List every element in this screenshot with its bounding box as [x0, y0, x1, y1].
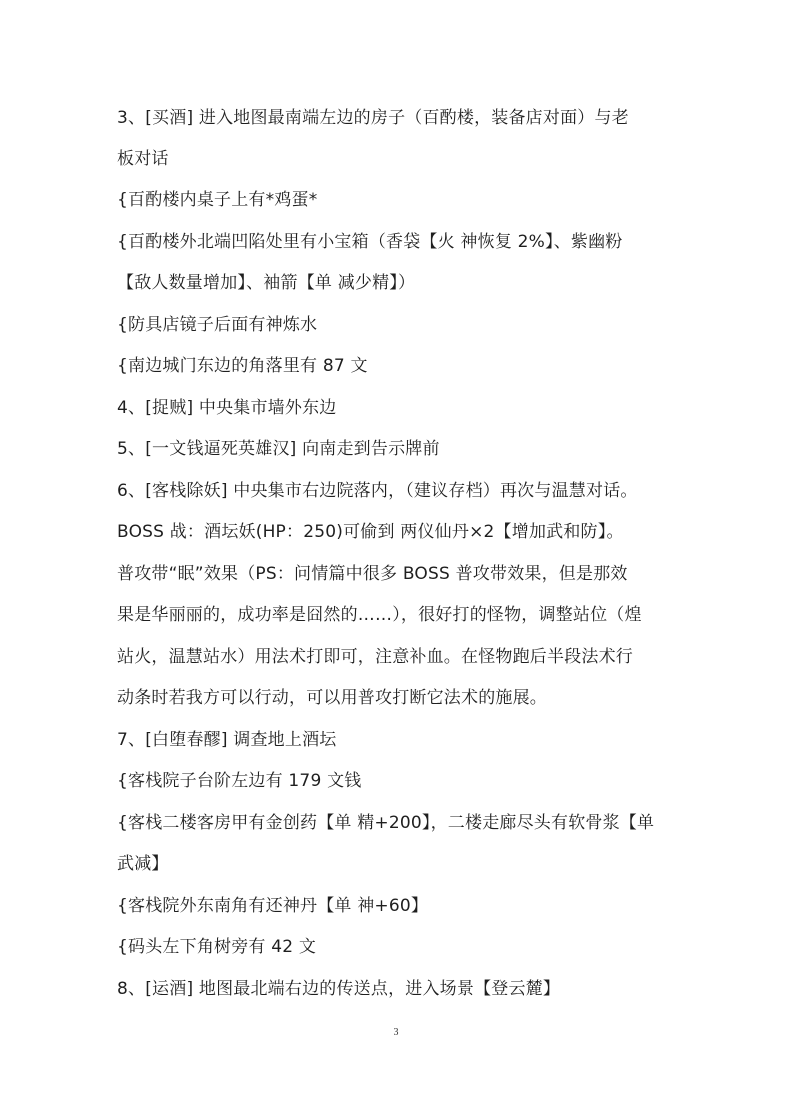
text-line: 动条时若我方可以行动，可以用普攻打断它法术的施展。: [117, 688, 547, 708]
text-line: {码头左下角树旁有 42 文: [117, 937, 317, 957]
text-line: 板对话: [117, 149, 169, 169]
text-line: 6、[客栈除妖] 中央集市右边院落内，（建议存档）再次与温慧对话。: [117, 481, 638, 501]
text-line: {百酌楼外北端凹陷处里有小宝箱（香袋【火 神恢复 2%】、紫幽粉: [117, 232, 623, 252]
text-line: 果是华丽丽的，成功率是囧然的……），很好打的怪物，调整站位（煌: [117, 605, 642, 625]
text-line: BOSS 战：酒坛妖(HP：250)可偷到 两仪仙丹×2【增加武和防】。: [117, 522, 624, 542]
text-line: 5、[一文钱逼死英雄汉] 向南走到告示牌前: [117, 439, 440, 459]
text-line: {客栈二楼客房甲有金创药【单 精+200】，二楼走廊尽头有软骨浆【单: [117, 813, 655, 833]
text-line: 【敌人数量增加】、袖箭【单 减少精】）: [117, 273, 416, 293]
text-line: 8、[运酒] 地图最北端右边的传送点，进入场景【登云麓】: [117, 979, 561, 999]
text-line: 普攻带“眠”效果（PS：问情篇中很多 BOSS 普攻带效果，但是那效: [117, 564, 628, 584]
text-line: {百酌楼内桌子上有*鸡蛋*: [117, 190, 318, 210]
text-line: 站火，温慧站水）用法术打即可，注意补血。在怪物跑后半段法术行: [117, 647, 633, 667]
text-line: {防具店镜子后面有神炼水: [117, 315, 318, 335]
text-line: {客栈院子台阶左边有 179 文钱: [117, 771, 362, 791]
page-number: 3: [393, 1027, 399, 1038]
text-line: 7、[白堕春醪] 调查地上酒坛: [117, 730, 337, 750]
text-line: 4、[捉贼] 中央集市墙外东边: [117, 398, 337, 418]
text-line: 3、[买酒] 进入地图最南端左边的房子（百酌楼，装备店对面）与老: [117, 108, 629, 128]
text-line: 武减】: [117, 854, 169, 874]
text-line: {南边城门东边的角落里有 87 文: [117, 356, 368, 376]
text-line: {客栈院外东南角有还神丹【单 神+60】: [117, 896, 429, 916]
